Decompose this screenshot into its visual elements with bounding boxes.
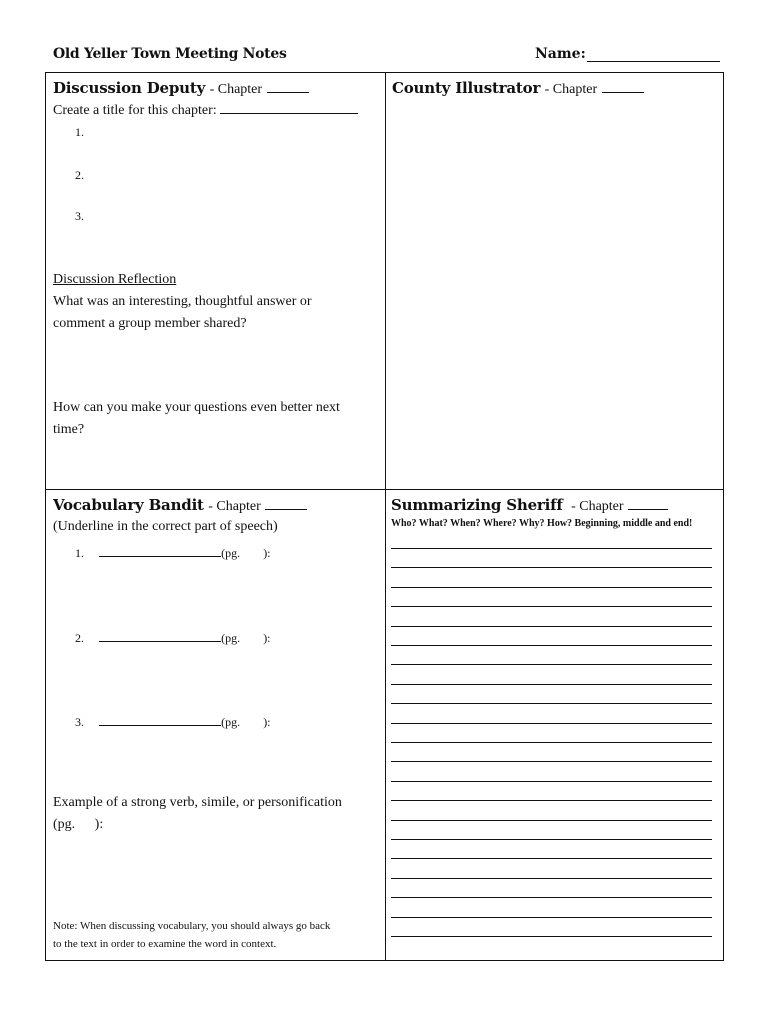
summarizing-sheriff-panel	[386, 490, 723, 960]
title-blank[interactable]	[220, 112, 358, 114]
summary-writing-line[interactable]	[391, 723, 712, 724]
chapter-blank[interactable]	[628, 508, 668, 510]
name-label: Name:	[535, 46, 586, 62]
summary-writing-line[interactable]	[391, 761, 712, 762]
vocab-word-blank[interactable]	[99, 555, 221, 557]
question-number: 1.	[75, 125, 84, 139]
vocab-item	[75, 627, 271, 646]
chapter-blank[interactable]	[602, 91, 644, 93]
discussion-deputy-heading	[53, 79, 385, 98]
worksheet-title: Old Yeller Town Meeting Notes	[53, 46, 287, 62]
summary-writing-line[interactable]	[391, 684, 712, 685]
vocabulary-bandit-panel	[46, 490, 385, 960]
summary-writing-line[interactable]	[391, 567, 712, 568]
vocab-number: 3.	[75, 715, 84, 729]
summary-writing-line[interactable]	[391, 548, 712, 549]
vocab-word-blank[interactable]	[99, 724, 221, 726]
name-field[interactable]	[535, 46, 720, 62]
county-illustrator-heading	[392, 79, 723, 98]
summary-writing-line[interactable]	[391, 800, 712, 801]
role-name: Vocabulary Bandit	[53, 496, 204, 514]
summary-writing-line[interactable]	[391, 936, 712, 937]
summary-writing-line[interactable]	[391, 917, 712, 918]
page-close: ):	[263, 631, 271, 645]
summary-writing-line[interactable]	[391, 626, 712, 627]
vocabulary-note-line-2: to the text in order to examine the word in context.	[53, 938, 277, 950]
role-grid	[45, 72, 724, 961]
vocab-word-blank[interactable]	[99, 640, 221, 642]
summary-writing-line[interactable]	[391, 606, 712, 607]
example-page-label: (pg.	[53, 817, 76, 832]
page-close: ):	[263, 715, 271, 729]
vocab-number: 2.	[75, 631, 84, 645]
question-number: 2.	[75, 168, 84, 182]
name-blank-line[interactable]	[587, 47, 720, 62]
summary-writing-line[interactable]	[391, 781, 712, 782]
county-illustrator-panel	[386, 73, 723, 489]
page-close: ):	[263, 546, 271, 560]
vocabulary-note-line-1: Note: When discussing vocabulary, you should always go back	[53, 920, 331, 932]
summary-writing-line[interactable]	[391, 645, 712, 646]
summary-prompt: Who? What? When? Where? Why? How? Beginning, middle and end!	[391, 518, 693, 529]
vocab-item	[75, 711, 271, 730]
summary-writing-line[interactable]	[391, 839, 712, 840]
role-name: Discussion Deputy	[53, 79, 206, 97]
reflection-question-2-line-1: How can you make your questions even better next	[53, 400, 340, 415]
summary-writing-line[interactable]	[391, 664, 712, 665]
chapter-label: - Chapter	[209, 82, 263, 97]
discussion-deputy-panel	[46, 73, 385, 489]
page-label: (pg.	[221, 631, 241, 645]
vocabulary-instruction: (Underline in the correct part of speech)	[53, 519, 278, 534]
summary-writing-line[interactable]	[391, 703, 712, 704]
page-label: (pg.	[221, 546, 241, 560]
vocabulary-bandit-heading	[53, 496, 385, 515]
title-prompt	[53, 100, 358, 122]
reflection-question-1-line-2: comment a group member shared?	[53, 316, 247, 331]
reflection-heading: Discussion Reflection	[53, 272, 177, 287]
example-prompt-line-2	[53, 814, 103, 836]
summary-writing-line[interactable]	[391, 587, 712, 588]
summary-writing-line[interactable]	[391, 742, 712, 743]
summarizing-sheriff-heading	[391, 496, 723, 515]
chapter-label: - Chapter	[544, 82, 598, 97]
chapter-blank[interactable]	[267, 91, 309, 93]
example-page-close: ):	[94, 817, 104, 832]
vocab-number: 1.	[75, 546, 84, 560]
role-name: Summarizing Sheriff	[391, 496, 563, 514]
summary-writing-line[interactable]	[391, 820, 712, 821]
title-prompt-text: Create a title for this chapter:	[53, 103, 217, 118]
example-prompt-line-1: Example of a strong verb, simile, or personification	[53, 795, 342, 810]
reflection-question-2-line-2: time?	[53, 422, 85, 437]
chapter-label: - Chapter	[208, 499, 261, 514]
summary-writing-line[interactable]	[391, 858, 712, 859]
chapter-blank[interactable]	[265, 508, 307, 510]
vocab-item	[75, 542, 271, 561]
summary-writing-line[interactable]	[391, 897, 712, 898]
chapter-label: - Chapter	[571, 499, 624, 514]
question-number: 3.	[75, 209, 84, 223]
reflection-question-1-line-1: What was an interesting, thoughtful answer or	[53, 294, 312, 309]
page-label: (pg.	[221, 715, 241, 729]
summary-writing-line[interactable]	[391, 878, 712, 879]
role-name: County Illustrator	[392, 79, 541, 97]
